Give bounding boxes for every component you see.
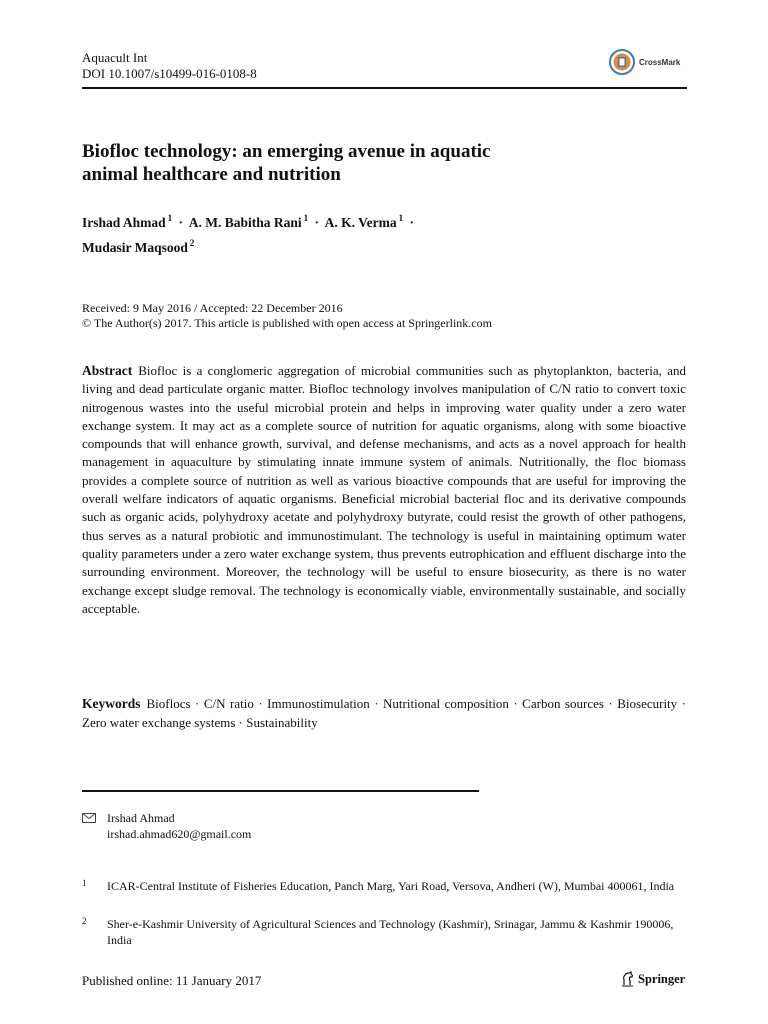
author-affiliation-mark: 1 — [167, 213, 173, 223]
author-affiliation-mark: 1 — [303, 213, 309, 223]
author-name[interactable]: A. M. Babitha Rani — [188, 215, 302, 230]
affiliation-text: Sher-e-Kashmir University of Agricultural Sciences and Technology (Kashmir), Srinagar, Jammu & Kashmir 190006, India — [107, 917, 674, 947]
crossmark-icon — [609, 49, 635, 75]
published-online-date: Published online: 11 January 2017 — [82, 973, 262, 988]
received-accepted-dates: Received: 9 May 2016 / Accepted: 22 December 2016 — [82, 301, 343, 315]
journal-header — [82, 50, 257, 82]
abstract-text: Biofloc is a conglomeric aggregation of microbial communities such as phytoplankton, bacteria, and living and dead particulate organic matter. Biofloc technology involves manipulation of C/N ratio to convert toxic nitrogenous wastes into the useful microbial protein and helps in improving water quality under a zero water exchange system. It may act as a complete source of nutrition for aquatic organisms, along with some bioactive compounds that will enhance growth, survival, and defense mechanisms, and acts as a novel approach for health management in aquaculture by stimulating innate immune system of animals. Nutritionally, the floc biomass provides a complete source of nutrition as well as various bioactive compounds that are useful for improving the overall welfare indicators of aquatic organisms. Beneficial microbial bacterial floc and its derivative compounds such as organic acids, polyhydroxy acetate and polyhydroxy butyrate, could resist the growth of other pathogens, thus serves as a natural probiotic and immunostimulant. The technology is useful in maintaining optimum water quality parameters under a zero water exchange system, thus prevents eutrophication and effluent discharge into the surrounding environment. Moreover, the technology will be useful to ensure biosecurity, as there is no water exchange except sludge removal. The technology is economically viable, environmentally sustainable, and socially acceptable. — [82, 363, 686, 616]
article-title — [82, 140, 642, 186]
header-rule — [82, 87, 687, 89]
abstract-label: Abstract — [82, 363, 133, 378]
crossmark-label: CrossMark — [639, 57, 681, 67]
corresponding-author-email[interactable]: irshad.ahmad620@gmail.com — [107, 827, 252, 841]
author-name[interactable]: Irshad Ahmad — [82, 215, 166, 230]
copyright-notice: © The Author(s) 2017. This article is published with open access at Springerlink.com — [82, 316, 492, 330]
affiliation-1 — [82, 878, 687, 894]
affiliation-number: 2 — [82, 916, 87, 926]
author-affiliation-mark: 1 — [398, 213, 404, 223]
crossmark-badge[interactable] — [609, 47, 680, 77]
keywords-text: Bioflocs · C/N ratio · Immunostimulation · Nutritional composition · Carbon sources · Biosecurity · Zero water exchange systems · Sustainability — [82, 696, 686, 730]
correspondence-block — [82, 810, 251, 842]
affiliation-number: 1 — [82, 878, 87, 888]
title-line-1: Biofloc technology: an emerging avenue in aquatic — [82, 141, 491, 162]
springer-horse-icon — [620, 971, 635, 987]
keywords-label: Keywords — [82, 696, 141, 711]
author-separator: · — [178, 215, 184, 230]
corresponding-author-name: Irshad Ahmad — [107, 811, 175, 825]
author-separator: · — [314, 215, 319, 230]
author-affiliation-mark: 2 — [189, 238, 195, 248]
author-name[interactable]: A. K. Verma — [324, 215, 397, 230]
springer-logo[interactable] — [620, 971, 685, 987]
journal-name: Aquacult Int — [82, 50, 148, 65]
title-line-2: animal healthcare and nutrition — [82, 164, 341, 185]
author-separator: · — [409, 215, 415, 230]
affiliation-2 — [82, 916, 687, 948]
author-name[interactable]: Mudasir Maqsood — [82, 240, 188, 255]
footnote-rule — [82, 790, 479, 792]
affiliation-text: ICAR-Central Institute of Fisheries Education, Panch Marg, Yari Road, Versova, Andheri (W), Mumbai 400061, India — [107, 879, 675, 893]
author-list — [82, 208, 642, 258]
keywords-section — [82, 694, 686, 732]
envelope-icon — [82, 813, 96, 823]
journal-doi[interactable]: DOI 10.1007/s10499-016-0108-8 — [82, 66, 257, 81]
publisher-name: Springer — [638, 971, 686, 986]
article-dates — [82, 301, 492, 331]
abstract-section — [82, 362, 686, 618]
